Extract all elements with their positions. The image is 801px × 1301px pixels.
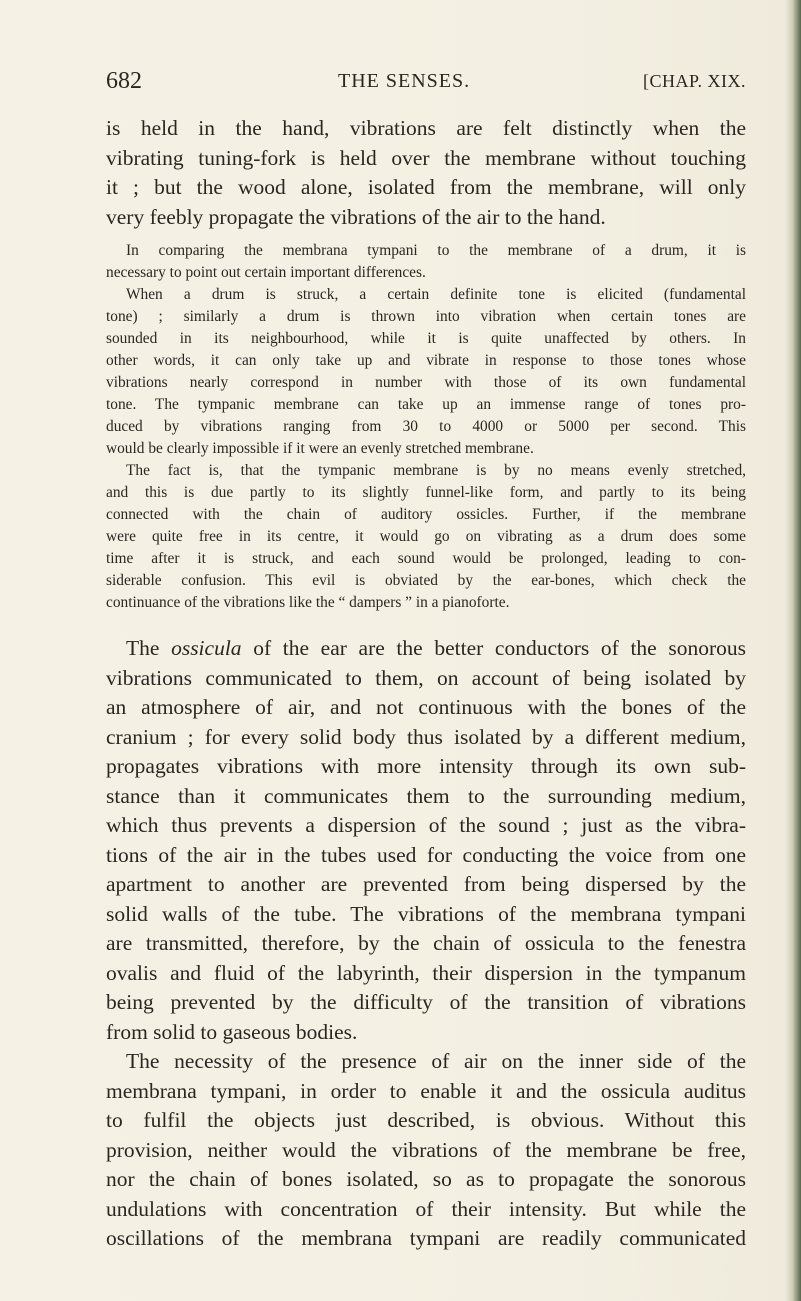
text-line: undulations with concentration of their intensity. But while the bbox=[106, 1196, 746, 1221]
text-line: an atmosphere of air, and not continuous with the bones of the bbox=[106, 695, 746, 719]
note-line: were quite free in its centre, it would go on vibrating as a drum does some bbox=[106, 528, 746, 545]
note-line: sounded in its neighbourhood, while it is quite unaffected by others. In bbox=[106, 330, 746, 347]
paragraph-continuation bbox=[106, 114, 746, 232]
text-run: The bbox=[126, 636, 172, 660]
text-line: nor the chain of bones isolated, so as to propagate the sonorous bbox=[106, 1167, 746, 1191]
text-line: The necessity of the presence of air on the inner side of the bbox=[126, 1049, 746, 1073]
text-line: ovalis and fluid of the labyrinth, their dispersion in the tympanum bbox=[106, 960, 746, 985]
text-line: vibrating tuning-fork is held over the membrane without touching bbox=[106, 145, 746, 170]
note-line: and this is due partly to its slightly funnel-like form, and partly to its being bbox=[106, 484, 746, 501]
running-title: THE SENSES. bbox=[338, 70, 471, 92]
text-line: cranium ; for every solid body thus isolated by a different medium, bbox=[106, 724, 746, 749]
italic-term: ossicula bbox=[171, 636, 242, 660]
text-line: stance than it communicates them to the surrounding medium, bbox=[106, 783, 746, 808]
page-number: 682 bbox=[106, 68, 142, 94]
note-line: vibrations nearly correspond in number with those of its own fundamental bbox=[106, 374, 746, 391]
note-line: When a drum is struck, a certain definite tone is elicited (fundamental bbox=[126, 286, 746, 303]
text-line: tions of the air in the tubes used for conducting the voice from one bbox=[106, 842, 746, 867]
paragraph-ossicula bbox=[106, 634, 746, 1047]
note-line: connected with the chain of auditory ossicles. Further, if the membrane bbox=[106, 506, 746, 523]
note-line: would be clearly impossible if it were an evenly stretched membrane. bbox=[106, 440, 534, 457]
note-line: time after it is struck, and each sound would be prolonged, leading to con- bbox=[106, 550, 746, 567]
text-line: provision, neither would the vibrations of the membrane be free, bbox=[106, 1137, 746, 1162]
text-line: apartment to another are prevented from being dispersed by the bbox=[106, 872, 746, 896]
text-line: very feebly propagate the vibrations of the air to the hand. bbox=[106, 204, 606, 229]
note-line: siderable confusion. This evil is obviated by the ear-bones, which check the bbox=[106, 572, 746, 589]
text-line: from solid to gaseous bodies. bbox=[106, 1019, 358, 1044]
page-edge-shadow bbox=[785, 0, 801, 1301]
note-line: The fact is, that the tympanic membrane is by no means evenly stretched, bbox=[126, 462, 746, 479]
text-line: being prevented by the difficulty of the transition of vibrations bbox=[106, 990, 746, 1014]
note-line: necessary to point out certain important differences. bbox=[106, 264, 426, 281]
chapter-reference: [CHAP. XIX. bbox=[642, 71, 746, 91]
text-line: propagates vibrations with more intensity through its own sub- bbox=[106, 754, 746, 778]
text-line: oscillations of the membrana tympani are readily communicated bbox=[106, 1226, 746, 1250]
note-line: duced by vibrations ranging from 30 to 4000 or 5000 per second. This bbox=[106, 418, 746, 435]
text-line: it ; but the wood alone, isolated from the membrane, will only bbox=[106, 175, 746, 199]
text-line: solid walls of the tube. The vibrations of the membrana tympani bbox=[106, 901, 746, 926]
note-line: continuance of the vibrations like the “ dampers ” in a pianoforte. bbox=[106, 594, 510, 611]
text-line: is held in the hand, vibrations are felt distinctly when the bbox=[106, 116, 746, 140]
note-line: other words, it can only take up and vibrate in response to those tones whose bbox=[106, 352, 746, 369]
note-line: tone) ; similarly a drum is thrown into vibration when certain tones are bbox=[106, 308, 746, 325]
running-head bbox=[106, 68, 746, 102]
text-line: vibrations communicated to them, on account of being isolated by bbox=[106, 665, 746, 690]
note-block bbox=[106, 240, 746, 614]
text-line: are transmitted, therefore, by the chain of ossicula to the fenestra bbox=[106, 931, 746, 955]
text-line: membrana tympani, in order to enable it and the ossicula auditus bbox=[106, 1078, 746, 1103]
text-line bbox=[106, 634, 746, 664]
note-line: In comparing the membrana tympani to the membrane of a drum, it is bbox=[126, 242, 746, 259]
text-run: of the ear are the better conductors of the sonorous bbox=[241, 636, 746, 660]
paragraph-air-necessity bbox=[106, 1047, 746, 1254]
text-line: which thus prevents a dispersion of the sound ; just as the vibra- bbox=[106, 813, 746, 837]
note-line: tone. The tympanic membrane can take up an immense range of tones pro- bbox=[106, 396, 746, 413]
text-line: to fulfil the objects just described, is obvious. Without this bbox=[106, 1108, 746, 1132]
